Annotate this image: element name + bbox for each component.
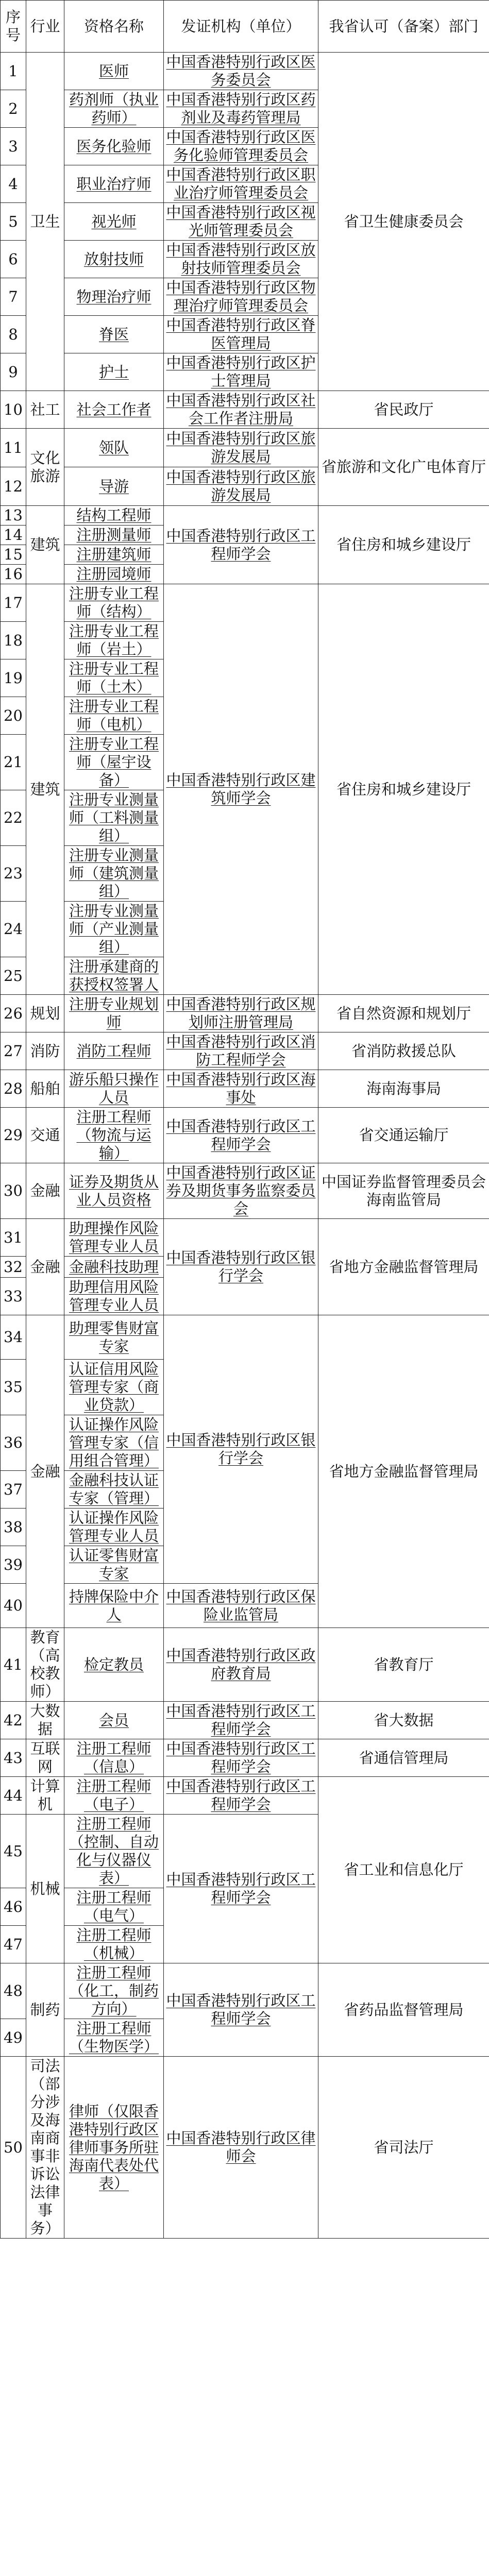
table-row	[1, 1070, 489, 1108]
industry-cell: 计算机	[26, 1777, 64, 1815]
seq-cell: 32	[1, 1257, 26, 1278]
qualification-cell: 注册工程师（信息）	[64, 1739, 164, 1777]
header-seq: 序号	[1, 1, 26, 53]
issuer-cell: 中国香港特别行政区放射技师管理委员会	[164, 241, 318, 278]
qualification-cell: 医务化验师	[64, 128, 164, 165]
issuer-cell: 中国香港特别行政区工程师学会	[164, 1702, 318, 1739]
seq-cell: 47	[1, 1926, 26, 1963]
seq-cell: 25	[1, 957, 26, 995]
seq-cell: 7	[1, 278, 26, 316]
issuer-cell: 中国香港特别行政区规划师注册管理局	[164, 995, 318, 1032]
issuer-cell: 中国香港特别行政区证券及期货事务监察委员会	[164, 1163, 318, 1219]
qualification-cell: 脊医	[64, 316, 164, 353]
qualification-cell: 消防工程师	[64, 1032, 164, 1070]
seq-cell: 22	[1, 790, 26, 846]
issuer-cell: 中国香港特别行政区工程师学会	[164, 1777, 318, 1815]
qualification-cell: 金融科技助理	[64, 1257, 164, 1278]
qualification-cell: 注册测量师	[64, 526, 164, 545]
issuer-cell: 中国香港特别行政区旅游发展局	[164, 467, 318, 506]
seq-cell: 50	[1, 2057, 26, 2239]
seq-cell: 28	[1, 1070, 26, 1108]
industry-cell: 文化旅游	[26, 429, 64, 506]
issuer-cell: 中国香港特别行政区职业治疗师管理委员会	[164, 165, 318, 203]
qualification-cell: 认证零售财富专家	[64, 1546, 164, 1584]
department-cell: 省旅游和文化广电体育厅	[318, 429, 489, 506]
table-row	[1, 2057, 489, 2239]
issuer-cell: 中国香港特别行政区医务化验师管理委员会	[164, 128, 318, 165]
table-row	[1, 1702, 489, 1739]
industry-cell: 船舶	[26, 1070, 64, 1108]
table-row	[1, 1219, 489, 1257]
department-cell: 省卫生健康委员会	[318, 53, 489, 391]
qualification-cell: 游乐船只操作人员	[64, 1070, 164, 1108]
qualification-cell: 社会工作者	[64, 391, 164, 429]
seq-cell: 27	[1, 1032, 26, 1070]
qualification-cell: 注册工程师（电子）	[64, 1777, 164, 1815]
table-row	[1, 429, 489, 467]
qualification-cell: 助理零售财富专家	[64, 1315, 164, 1360]
qualification-cell: 注册工程师（物流与运输）	[64, 1108, 164, 1163]
header-qualification: 资格名称	[64, 1, 164, 53]
department-cell: 海南海事局	[318, 1070, 489, 1108]
issuer-cell: 中国香港特别行政区物理治疗师管理委员会	[164, 278, 318, 316]
issuer-cell: 中国香港特别行政区消防工程师学会	[164, 1032, 318, 1070]
seq-cell: 20	[1, 697, 26, 735]
department-cell: 省地方金融监督管理局	[318, 1219, 489, 1315]
qualification-cell: 会员	[64, 1702, 164, 1739]
seq-cell: 36	[1, 1415, 26, 1471]
department-cell: 中国证券监督管理委员会海南监管局	[318, 1163, 489, 1219]
department-cell: 省司法厅	[318, 2057, 489, 2239]
qualification-cell: 结构工程师	[64, 506, 164, 526]
seq-cell: 31	[1, 1219, 26, 1257]
qualification-cell: 职业治疗师	[64, 165, 164, 203]
qualification-cell: 注册专业工程师（土木）	[64, 659, 164, 697]
table-body	[1, 53, 489, 2239]
qualification-cell: 检定教员	[64, 1628, 164, 1702]
seq-cell: 16	[1, 565, 26, 584]
issuer-cell: 中国香港特别行政区旅游发展局	[164, 429, 318, 467]
table-row	[1, 1739, 489, 1777]
qualification-cell: 注册园境师	[64, 565, 164, 584]
issuer-cell: 中国香港特别行政区海事处	[164, 1070, 318, 1108]
header-issuer: 发证机构（单位）	[164, 1, 318, 53]
seq-cell: 5	[1, 203, 26, 241]
department-cell: 省大数据	[318, 1702, 489, 1739]
qualification-cell: 注册专业工程师（电机）	[64, 697, 164, 735]
seq-cell: 9	[1, 353, 26, 391]
seq-cell: 17	[1, 584, 26, 622]
seq-cell: 1	[1, 53, 26, 90]
seq-cell: 29	[1, 1108, 26, 1163]
qualification-cell: 注册专业工程师（结构）	[64, 584, 164, 622]
table-row	[1, 584, 489, 622]
issuer-cell: 中国香港特别行政区工程师学会	[164, 1739, 318, 1777]
qualification-cell: 注册工程师（化工，制药方向）	[64, 1963, 164, 2019]
department-cell: 省教育厅	[318, 1628, 489, 1702]
industry-cell: 互联网	[26, 1739, 64, 1777]
table-row	[1, 1963, 489, 2019]
qualification-cell: 视光师	[64, 203, 164, 241]
issuer-cell: 中国香港特别行政区工程师学会	[164, 506, 318, 584]
seq-cell: 18	[1, 622, 26, 659]
qualification-cell: 注册专业规划师	[64, 995, 164, 1032]
table-row	[1, 1163, 489, 1219]
seq-cell: 45	[1, 1815, 26, 1888]
issuer-cell: 中国香港特别行政区银行学会	[164, 1315, 318, 1584]
seq-cell: 6	[1, 241, 26, 278]
seq-cell: 15	[1, 545, 26, 565]
issuer-cell: 中国香港特别行政区工程师学会	[164, 1963, 318, 2057]
industry-cell: 司法（部分涉及海南商事非诉讼法律事务）	[26, 2057, 64, 2239]
seq-cell: 11	[1, 429, 26, 467]
issuer-cell: 中国香港特别行政区药剂业及毒药管理局	[164, 90, 318, 128]
department-cell: 省自然资源和规划厅	[318, 995, 489, 1032]
issuer-cell: 中国香港特别行政区社会工作者注册局	[164, 391, 318, 429]
qualification-cell: 持牌保险中介人	[64, 1584, 164, 1628]
header-department: 我省认可（备案）部门	[318, 1, 489, 53]
department-cell: 省民政厅	[318, 391, 489, 429]
qualification-cell: 注册专业工程师（岩土）	[64, 622, 164, 659]
seq-cell: 14	[1, 526, 26, 545]
seq-cell: 8	[1, 316, 26, 353]
qualification-cell: 注册专业工程师（屋宇设备）	[64, 735, 164, 790]
issuer-cell: 中国香港特别行政区保险业监管局	[164, 1584, 318, 1628]
industry-cell: 机械	[26, 1815, 64, 1963]
table-row	[1, 1315, 489, 1360]
header-industry: 行业	[26, 1, 64, 53]
seq-cell: 30	[1, 1163, 26, 1219]
issuer-cell: 中国香港特别行政区工程师学会	[164, 1108, 318, 1163]
qualification-cell: 证券及期货从业人员资格	[64, 1163, 164, 1219]
table-row	[1, 391, 489, 429]
issuer-cell: 中国香港特别行政区律师会	[164, 2057, 318, 2239]
seq-cell: 46	[1, 1888, 26, 1926]
seq-cell: 4	[1, 165, 26, 203]
seq-cell: 19	[1, 659, 26, 697]
department-cell: 省消防救援总队	[318, 1032, 489, 1070]
issuer-cell: 中国香港特别行政区护士管理局	[164, 353, 318, 391]
industry-cell: 建筑	[26, 506, 64, 584]
seq-cell: 24	[1, 902, 26, 957]
qualification-cell: 助理操作风险管理专业人员	[64, 1219, 164, 1257]
seq-cell: 42	[1, 1702, 26, 1739]
seq-cell: 49	[1, 2019, 26, 2057]
industry-cell: 教育（高校教师）	[26, 1628, 64, 1702]
industry-cell: 制药	[26, 1963, 64, 2057]
department-cell: 省地方金融监督管理局	[318, 1315, 489, 1628]
seq-cell: 48	[1, 1963, 26, 2019]
seq-cell: 3	[1, 128, 26, 165]
issuer-cell: 中国香港特别行政区视光师管理委员会	[164, 203, 318, 241]
qualification-cell: 医师	[64, 53, 164, 90]
industry-cell: 金融	[26, 1163, 64, 1219]
industry-cell: 规划	[26, 995, 64, 1032]
issuer-cell: 中国香港特别行政区银行学会	[164, 1219, 318, 1315]
qualification-cell: 注册工程师（电气）	[64, 1888, 164, 1926]
seq-cell: 37	[1, 1471, 26, 1509]
industry-cell: 卫生	[26, 53, 64, 391]
qualification-cell: 导游	[64, 467, 164, 506]
table-row	[1, 53, 489, 90]
qualification-cell: 注册建筑师	[64, 545, 164, 565]
seq-cell: 21	[1, 735, 26, 790]
industry-cell: 大数据	[26, 1702, 64, 1739]
qualification-cell: 注册工程师（机械）	[64, 1926, 164, 1963]
qualification-cell: 认证操作风险管理专业人员	[64, 1509, 164, 1546]
department-cell: 省住房和城乡建设厅	[318, 506, 489, 584]
qualification-cell: 领队	[64, 429, 164, 467]
table-row	[1, 506, 489, 526]
seq-cell: 39	[1, 1546, 26, 1584]
issuer-cell: 中国香港特别行政区医务委员会	[164, 53, 318, 90]
seq-cell: 12	[1, 467, 26, 506]
seq-cell: 2	[1, 90, 26, 128]
seq-cell: 26	[1, 995, 26, 1032]
qualification-cell: 注册专业测量师（建筑测量组）	[64, 846, 164, 902]
header-row	[1, 1, 489, 53]
issuer-cell: 中国香港特别行政区建筑师学会	[164, 584, 318, 995]
department-cell: 省通信管理局	[318, 1739, 489, 1777]
department-cell: 省交通运输厅	[318, 1108, 489, 1163]
seq-cell: 40	[1, 1584, 26, 1628]
qualification-cell: 物理治疗师	[64, 278, 164, 316]
industry-cell: 金融	[26, 1315, 64, 1628]
industry-cell: 消防	[26, 1032, 64, 1070]
table-row	[1, 1628, 489, 1702]
industry-cell: 金融	[26, 1219, 64, 1315]
seq-cell: 38	[1, 1509, 26, 1546]
table-row	[1, 1032, 489, 1070]
qualification-cell: 律师（仅限香港特别行政区律师事务所驻海南代表处代表）	[64, 2057, 164, 2239]
qualification-cell: 金融科技认证专家（管理）	[64, 1471, 164, 1509]
seq-cell: 10	[1, 391, 26, 429]
industry-cell: 交通	[26, 1108, 64, 1163]
qualification-cell: 护士	[64, 353, 164, 391]
industry-cell: 建筑	[26, 584, 64, 995]
qualification-cell: 注册承建商的获授权签署人	[64, 957, 164, 995]
seq-cell: 43	[1, 1739, 26, 1777]
qualification-cell: 注册工程师（控制、自动化与仪器仪表）	[64, 1815, 164, 1888]
qualification-cell: 药剂师（执业药师）	[64, 90, 164, 128]
seq-cell: 44	[1, 1777, 26, 1815]
seq-cell: 13	[1, 506, 26, 526]
qualification-cell: 注册专业测量师（产业测量组）	[64, 902, 164, 957]
department-cell: 省药品监督管理局	[318, 1963, 489, 2057]
table-row	[1, 995, 489, 1032]
qualification-cell: 认证操作风险管理专家（信用组合管理）	[64, 1415, 164, 1471]
table-row	[1, 1108, 489, 1163]
seq-cell: 41	[1, 1628, 26, 1702]
qualification-cell: 注册工程师（生物医学）	[64, 2019, 164, 2057]
department-cell: 省住房和城乡建设厅	[318, 584, 489, 995]
issuer-cell: 中国香港特别行政区政府教育局	[164, 1628, 318, 1702]
issuer-cell: 中国香港特别行政区脊医管理局	[164, 316, 318, 353]
table-row	[1, 1777, 489, 1815]
qualification-cell: 放射技师	[64, 241, 164, 278]
industry-cell: 社工	[26, 391, 64, 429]
department-cell: 省工业和信息化厅	[318, 1777, 489, 1963]
seq-cell: 35	[1, 1360, 26, 1415]
qualification-cell: 助理信用风险管理专业人员	[64, 1278, 164, 1315]
qualification-cell: 认证信用风险管理专家（商业贷款）	[64, 1360, 164, 1415]
qualification-cell: 注册专业测量师（工料测量组）	[64, 790, 164, 846]
seq-cell: 34	[1, 1315, 26, 1360]
issuer-cell: 中国香港特别行政区工程师学会	[164, 1815, 318, 1963]
seq-cell: 33	[1, 1278, 26, 1315]
seq-cell: 23	[1, 846, 26, 902]
